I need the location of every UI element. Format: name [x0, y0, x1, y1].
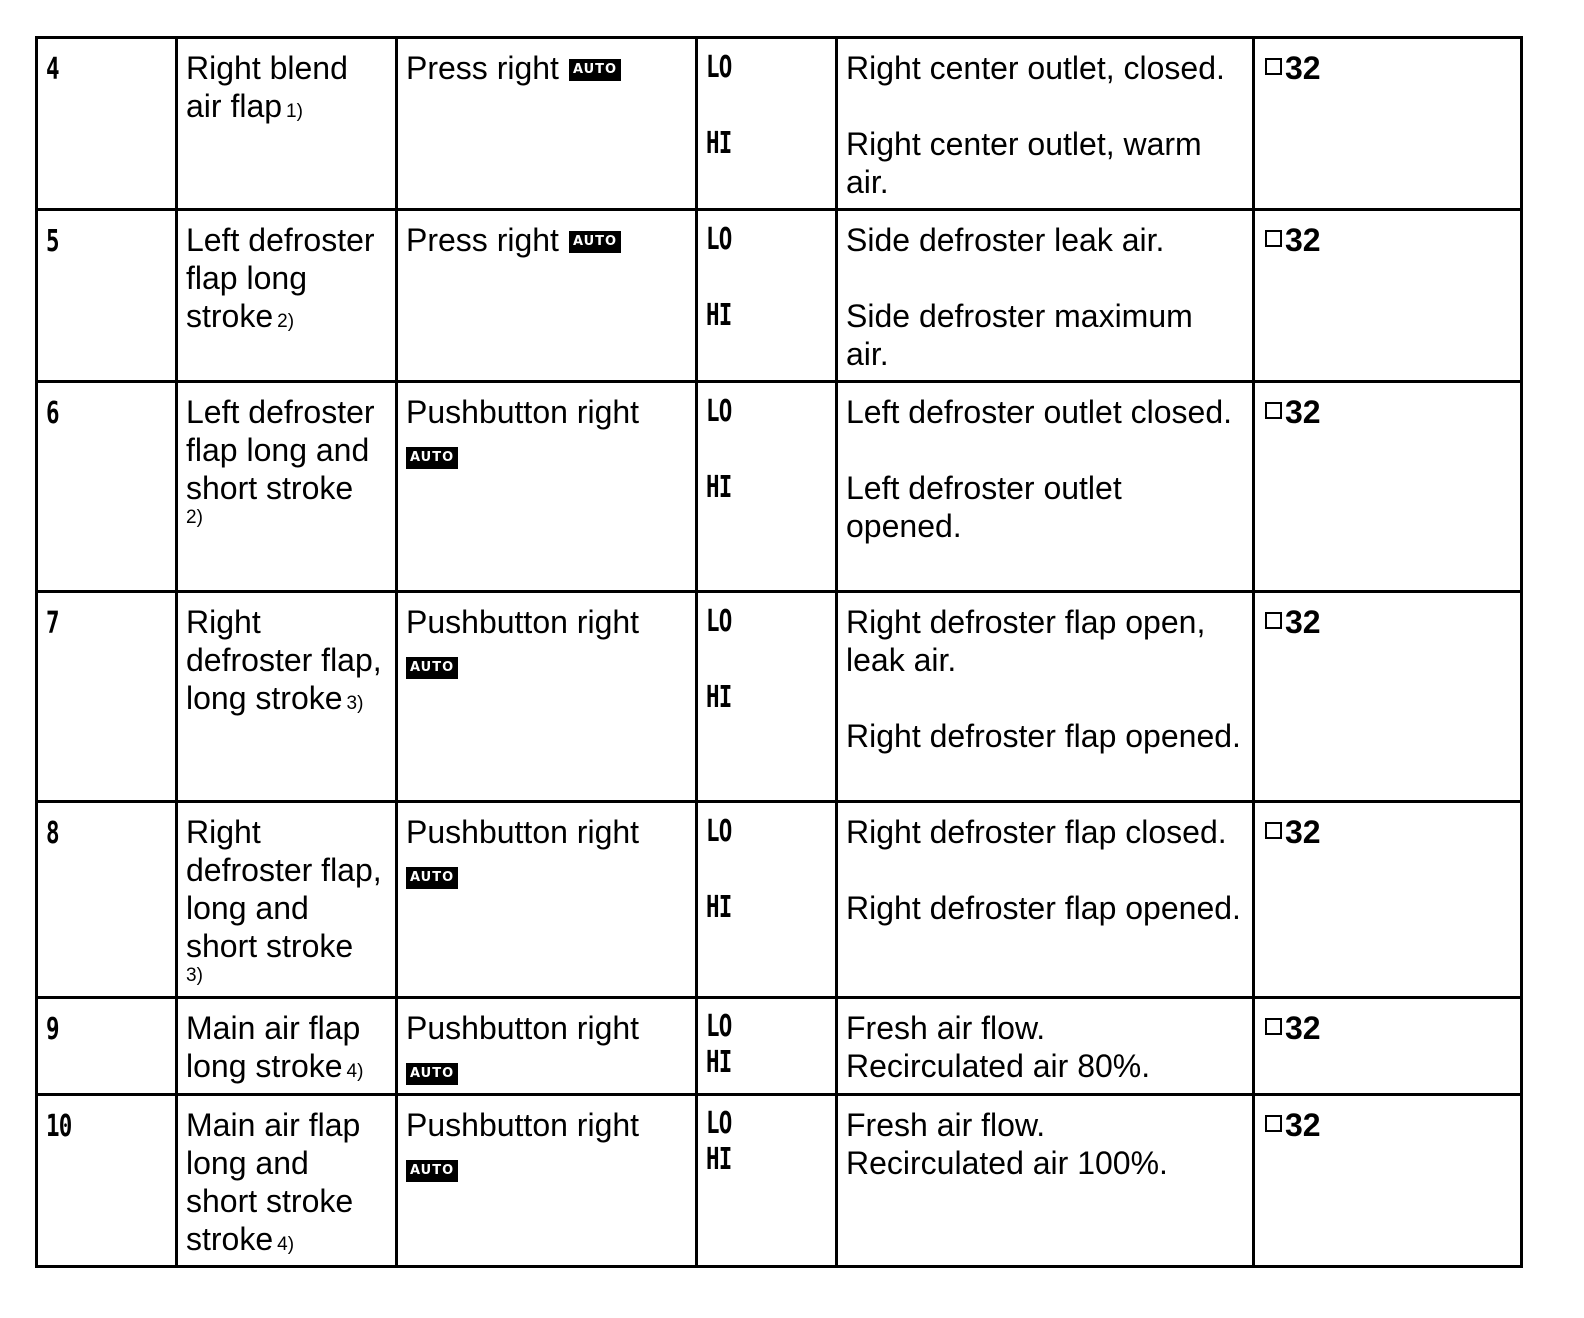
step-number-cell: [38, 593, 178, 800]
action-cell: [398, 1096, 698, 1265]
action-cell: [398, 39, 698, 208]
checkbox-icon: [1265, 1018, 1282, 1035]
flap-name: Main air flap long stroke: [186, 1010, 361, 1084]
display-cell: [698, 1096, 838, 1265]
action-cell: [398, 803, 698, 996]
flap-name: Left defroster flap long and short stroke: [186, 394, 375, 506]
flap-name-cell: [178, 39, 398, 208]
action-text: Pushbutton right: [406, 1010, 640, 1046]
result-cell: [838, 1096, 1255, 1265]
reference-code: 32: [1285, 814, 1321, 850]
lo-result: Side defroster leak air.: [846, 222, 1165, 258]
result-cell: [838, 211, 1255, 380]
flap-name-cell: [178, 211, 398, 380]
step-number-cell: [38, 999, 178, 1093]
action-cell: [398, 999, 698, 1093]
hi-result: Recirculated air 80%.: [846, 1048, 1151, 1084]
lo-display: LO: [706, 814, 732, 849]
result-cell: [838, 383, 1255, 590]
footnote-ref: 4): [346, 1061, 364, 1082]
result-cell: [838, 593, 1255, 800]
reference-code: 32: [1285, 1107, 1321, 1143]
action-cell: [398, 593, 698, 800]
display-cell: [698, 383, 838, 590]
action-text: Pushbutton right: [406, 814, 640, 850]
hi-display: HI: [706, 126, 732, 161]
flap-name: Right blend air flap: [186, 50, 348, 124]
display-cell: [698, 999, 838, 1093]
reference-code: 32: [1285, 222, 1321, 258]
action-text: Pushbutton right: [406, 604, 640, 640]
lo-display: LO: [706, 1009, 732, 1044]
hi-result: Recirculated air 100%.: [846, 1145, 1168, 1181]
hi-result: Side defroster maximum air.: [846, 298, 1193, 372]
hi-result: Right defroster flap opened.: [846, 890, 1241, 926]
reference-cell: [1255, 999, 1523, 1093]
auto-button-icon: AUTO: [406, 1160, 458, 1182]
action-text: Press right: [406, 222, 559, 258]
flap-name-cell: [178, 1096, 398, 1265]
action-text: Press right: [406, 50, 559, 86]
lo-display: LO: [706, 1106, 732, 1141]
action-text: Pushbutton right: [406, 1107, 640, 1143]
table-row: [38, 593, 1523, 803]
flap-name: Right defroster flap, long stroke: [186, 604, 382, 716]
hi-result: Right defroster flap opened.: [846, 718, 1241, 754]
step-number: 10: [46, 1109, 72, 1144]
step-number: 5: [46, 224, 59, 259]
display-cell: [698, 211, 838, 380]
flap-name-cell: [178, 999, 398, 1093]
display-cell: [698, 39, 838, 208]
hi-display: HI: [706, 298, 732, 333]
table-row: [38, 39, 1523, 211]
footnote-ref: 2): [277, 311, 295, 332]
table-row: [38, 803, 1523, 999]
step-number-cell: [38, 1096, 178, 1265]
footnote-ref: 3): [346, 693, 364, 714]
table-row: [38, 999, 1523, 1096]
flap-name: Right defroster flap, long and short stroke: [186, 814, 382, 964]
lo-display: LO: [706, 222, 732, 257]
hi-result: Right center outlet, warm air.: [846, 126, 1202, 200]
auto-button-icon: AUTO: [569, 59, 621, 81]
step-number-cell: [38, 211, 178, 380]
lo-display: LO: [706, 50, 732, 85]
flap-name: Left defroster flap long stroke: [186, 222, 375, 334]
checkbox-icon: [1265, 402, 1282, 419]
flap-name-cell: [178, 803, 398, 996]
step-number-cell: [38, 383, 178, 590]
step-number: 8: [46, 816, 59, 851]
flap-name: Main air flap long and short stroke stroke: [186, 1107, 361, 1257]
lo-result: Right defroster flap closed.: [846, 814, 1227, 850]
lo-display: LO: [706, 394, 732, 429]
step-number-cell: [38, 803, 178, 996]
lo-result: Right defroster flap open, leak air.: [846, 604, 1206, 678]
result-cell: [838, 39, 1255, 208]
auto-button-icon: AUTO: [569, 231, 621, 253]
reference-code: 32: [1285, 1010, 1321, 1046]
checkbox-icon: [1265, 230, 1282, 247]
checkbox-icon: [1265, 58, 1282, 75]
checkbox-icon: [1265, 612, 1282, 629]
hi-display: HI: [706, 1142, 732, 1177]
reference-cell: [1255, 1096, 1523, 1265]
action-text: Pushbutton right: [406, 394, 640, 430]
reference-code: 32: [1285, 50, 1321, 86]
step-number-cell: [38, 39, 178, 208]
reference-code: 32: [1285, 394, 1321, 430]
reference-cell: [1255, 383, 1523, 590]
display-cell: [698, 803, 838, 996]
footnote-ref: 3): [186, 965, 203, 986]
table-row: [38, 383, 1523, 593]
flap-test-table: [35, 36, 1523, 1268]
reference-cell: [1255, 593, 1523, 800]
lo-result: Left defroster outlet closed.: [846, 394, 1232, 430]
flap-name-cell: [178, 593, 398, 800]
action-cell: [398, 211, 698, 380]
action-cell: [398, 383, 698, 590]
hi-result: Left defroster outlet opened.: [846, 470, 1122, 544]
display-cell: [698, 593, 838, 800]
hi-display: HI: [706, 1045, 732, 1080]
result-cell: [838, 803, 1255, 996]
footnote-ref: 1): [286, 101, 303, 122]
auto-button-icon: AUTO: [406, 1063, 458, 1085]
step-number: 9: [46, 1012, 59, 1047]
reference-cell: [1255, 803, 1523, 996]
table-row: [38, 211, 1523, 383]
lo-display: LO: [706, 604, 732, 639]
hi-display: HI: [706, 470, 732, 505]
hi-display: HI: [706, 680, 732, 715]
reference-cell: [1255, 39, 1523, 208]
auto-button-icon: AUTO: [406, 867, 458, 889]
footnote-ref: 2): [186, 507, 203, 528]
checkbox-icon: [1265, 1115, 1282, 1132]
auto-button-icon: AUTO: [406, 447, 458, 469]
hi-display: HI: [706, 890, 732, 925]
reference-cell: [1255, 211, 1523, 380]
step-number: 7: [46, 606, 59, 641]
lo-result: Fresh air flow.: [846, 1010, 1046, 1046]
lo-result: Fresh air flow.: [846, 1107, 1046, 1143]
step-number: 4: [46, 52, 59, 87]
step-number: 6: [46, 396, 59, 431]
footnote-ref: 4): [277, 1234, 295, 1255]
reference-code: 32: [1285, 604, 1321, 640]
lo-result: Right center outlet, closed.: [846, 50, 1225, 86]
checkbox-icon: [1265, 822, 1282, 839]
flap-name-cell: [178, 383, 398, 590]
auto-button-icon: AUTO: [406, 657, 458, 679]
table-row: [38, 1096, 1523, 1268]
result-cell: [838, 999, 1255, 1093]
